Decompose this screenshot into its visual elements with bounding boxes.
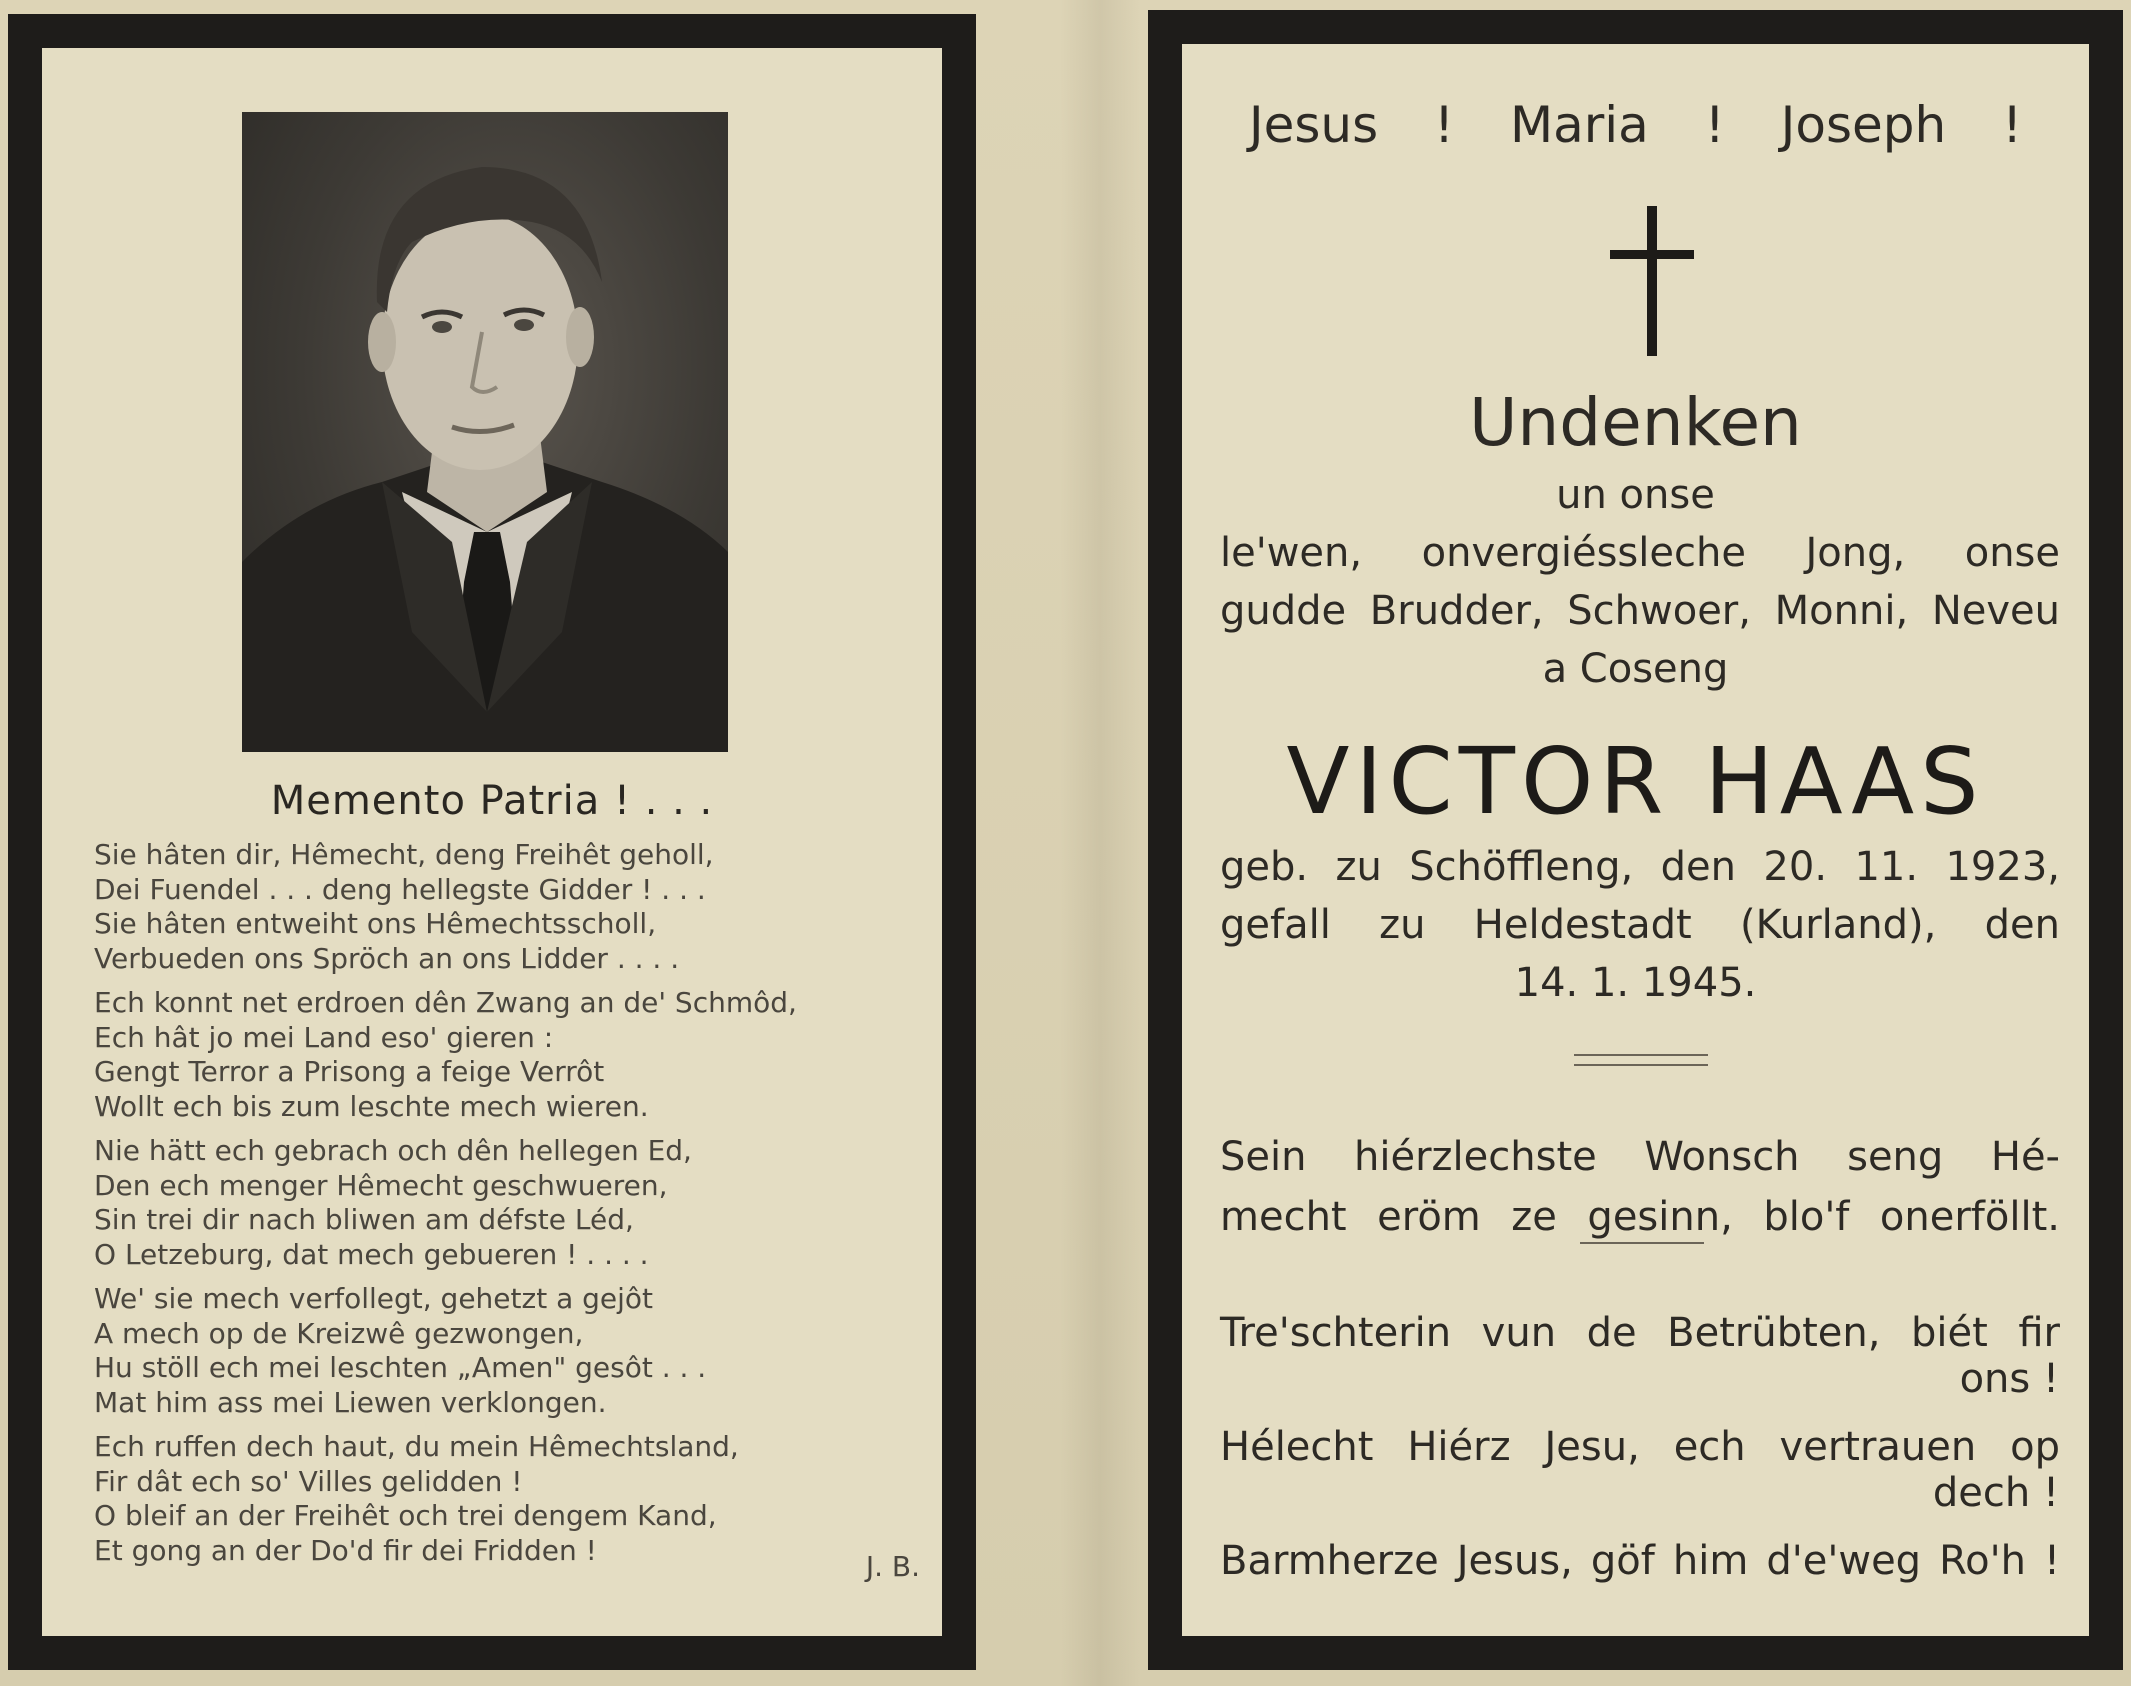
poem-stanza: [94, 1282, 914, 1420]
poem-line: O Letzeburg, dat mech gebueren ! . . . .: [94, 1237, 649, 1271]
right-panel-border: [1148, 10, 2123, 1670]
left-panel-border: [8, 14, 976, 1670]
poem-line: Sie hâten entweiht ons Hêmechtsscholl,: [94, 907, 657, 940]
poem-stanza: [94, 838, 914, 976]
prayer-line: Hélecht Hiérz Jesu, ech vertrauen op: [1220, 1424, 2060, 1470]
poem-line: Hu stöll ech mei leschten „Amen" gesôt . . .: [94, 1351, 707, 1384]
poem-line: Den ech menger Hêmecht geschwueren,: [94, 1168, 668, 1202]
divider: [1580, 1242, 1704, 1244]
poem-line: Sie hâten dir, Hêmecht, deng Freihêt geholl,: [94, 838, 714, 871]
death-info: gefall zu Heldestadt (Kurland), den: [1220, 902, 2060, 948]
poem-stanza: [94, 1430, 914, 1568]
memorial-title: Undenken: [1469, 384, 1802, 461]
birth-info: geb. zu Schöffleng, den 20. 11. 1923,: [1220, 844, 2060, 890]
dedication-line: un onse: [1556, 472, 1715, 518]
memento-heading: Memento Patria ! . . .: [270, 778, 714, 824]
dedication-line: gudde Brudder, Schwoer, Monni, Neveu: [1220, 588, 2060, 634]
wish-text: mecht eröm ze gesinn, blo'f onerföllt.: [1220, 1194, 2060, 1240]
poem-line: Ech konnt net erdroen dên Zwang an de' Schmôd,: [94, 986, 797, 1019]
poem-stanza: [94, 1134, 914, 1272]
card-fold: [1060, 0, 1140, 1686]
poem-line: Sin trei dir nach bliwen am défste Léd,: [94, 1203, 634, 1236]
divider: [1574, 1054, 1708, 1056]
poem-line: A mech op de Kreizwê gezwongen,: [94, 1316, 584, 1350]
poem-line: Ech ruffen dech haut, du mein Hêmechtsland,: [94, 1430, 739, 1463]
poem: [94, 838, 914, 1578]
divider: [1574, 1064, 1708, 1066]
dedication-line: a Coseng: [1542, 646, 1729, 692]
dedication-line: le'wen, onvergiéssleche Jong, onse: [1220, 530, 2060, 576]
poem-line: Mat him ass mei Liewen verklongen.: [94, 1385, 607, 1419]
deceased-name: VICTOR HAAS: [1286, 728, 1985, 835]
poem-stanza: [94, 986, 914, 1124]
prayer-line: ons !: [1959, 1356, 2059, 1402]
poem-line: Et gong an der Do'd fir dei Fridden !: [94, 1533, 597, 1567]
prayer-line: Barmherze Jesus, göf him d'e'weg Ro'h !: [1220, 1538, 2060, 1584]
poem-line: Fir dât ech so' Villes gelidden !: [94, 1464, 523, 1498]
poem-line: Dei Fuendel . . . deng hellegste Gidder ! . . .: [94, 872, 706, 906]
poem-author-initials: J. B.: [865, 1550, 920, 1583]
right-panel: [1182, 44, 2089, 1636]
poem-line: Nie hätt ech gebrach och dên hellegen Ed,: [94, 1134, 692, 1167]
poem-line: O bleif an der Freihêt och trei dengem Kand,: [94, 1499, 717, 1532]
prayer-line: dech !: [1932, 1470, 2059, 1516]
invocation: Jesus ! Maria ! Joseph !: [1248, 96, 2023, 154]
death-date: 14. 1. 1945.: [1514, 960, 1757, 1006]
left-panel: [42, 48, 942, 1636]
portrait-photo: [242, 112, 728, 752]
cross-icon: [1610, 206, 1694, 356]
prayer-line: Tre'schterin vun de Betrübten, biét fir: [1220, 1310, 2060, 1356]
poem-line: Gengt Terror a Prisong a feige Verrôt: [94, 1055, 605, 1088]
poem-line: Verbueden ons Spröch an ons Lidder . . . .: [94, 941, 680, 975]
poem-line: We' sie mech verfollegt, gehetzt a gejôt: [94, 1282, 654, 1315]
wish-text: Sein hiérzlechste Wonsch seng Hé-: [1220, 1134, 2060, 1180]
poem-line: Wollt ech bis zum leschte mech wieren.: [94, 1089, 649, 1123]
poem-line: Ech hât jo mei Land eso' gieren :: [94, 1020, 554, 1054]
